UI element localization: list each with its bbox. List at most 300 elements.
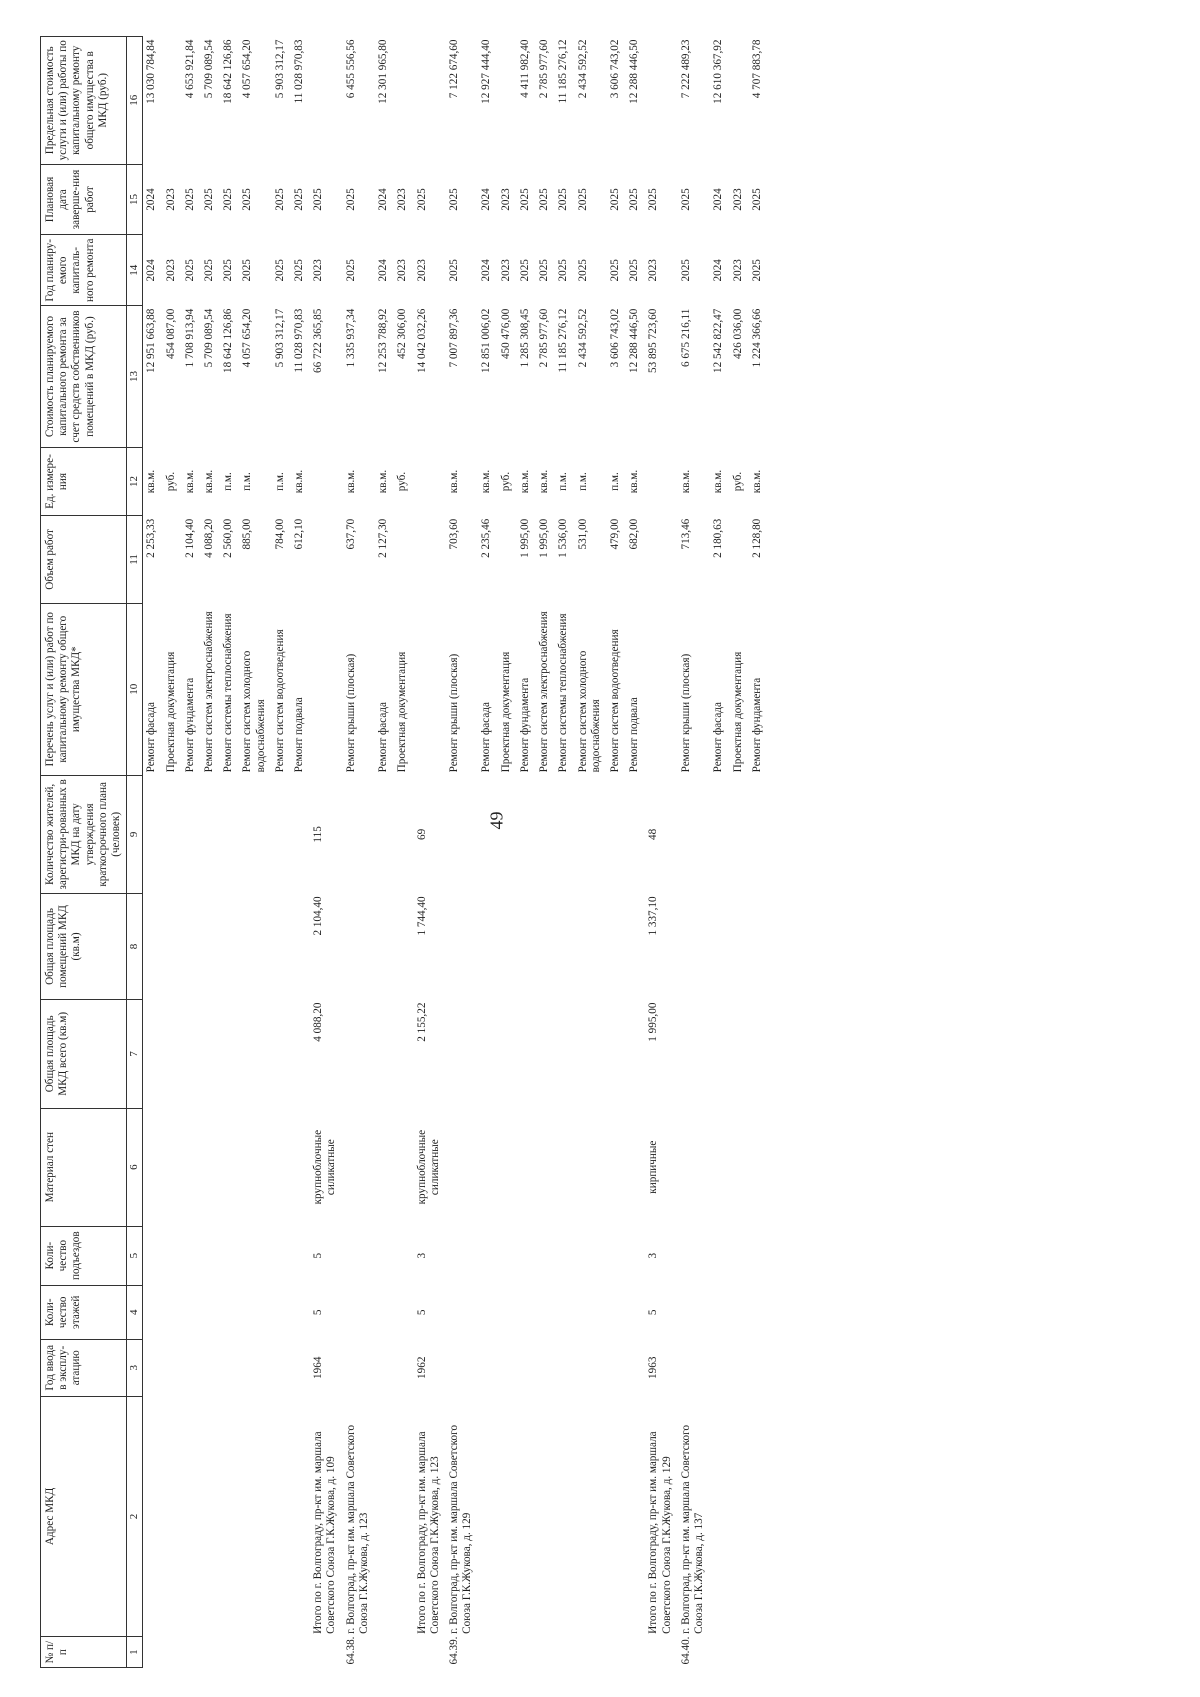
work-type: Ремонт систем водоотведения [608,629,621,773]
work-volume [414,516,446,603]
repair-year: 2025 [344,259,357,282]
column-number: 9 [127,775,143,893]
work-type: Ремонт фундамента [518,677,531,773]
work-volume: 2 560,00 [222,518,235,558]
row-number [143,1637,163,1668]
repair-year: 2023 [312,259,325,282]
premises-area [710,893,729,999]
completion-date: 2025 [448,188,460,211]
entrances [478,1226,497,1285]
column-number: 12 [127,447,143,515]
completion-date: 2025 [222,188,235,211]
completion-date: 2025 [576,188,589,211]
repair-year: 2023 [499,259,512,282]
planned-cost: 3 606 743,02 [608,308,621,368]
residents-count: 69 [415,828,428,840]
work-type [414,603,446,775]
completion-date: 2025 [415,188,428,211]
table-row [143,37,163,1668]
address [201,1396,220,1637]
work-type: Ремонт систем водоотведения [273,629,286,773]
premises-area [182,893,201,999]
row-number [375,1637,394,1668]
completion-date: 2025 [557,188,570,211]
wall-material: кирпичные [647,1140,660,1194]
wall-material [730,1108,749,1226]
address [375,1396,394,1637]
unit [645,447,677,515]
total-area [678,1000,710,1109]
floors [626,1285,645,1339]
unit: руб. [396,471,409,492]
wall-material [446,1108,478,1226]
address [575,1396,607,1637]
page-number: 49 [486,811,507,830]
commission-year [446,1339,478,1396]
max-cost: 5 903 312,17 [273,39,286,99]
repair-year: 2024 [377,259,390,282]
completion-date: 2025 [608,188,621,211]
row-number [498,1637,517,1668]
premises-area: 1 744,40 [415,896,428,936]
wall-material [272,1108,291,1226]
work-volume: 2 104,40 [183,518,196,558]
total-row [645,37,677,1668]
unit: п.м. [576,472,589,491]
commission-year [201,1339,220,1396]
entrances [394,1226,413,1285]
column-number: 10 [127,603,143,775]
floors [220,1285,239,1339]
table-row [626,37,645,1668]
max-cost [394,37,413,165]
premises-area [749,893,768,999]
work-type: Ремонт систем холодного водоснабжения [241,650,267,773]
completion-date: 2024 [377,188,390,211]
column-header: Общая площадь МКД всего (кв.м) [41,1000,127,1109]
wall-material [710,1108,729,1226]
wall-material [343,1108,375,1226]
work-type: Ремонт систем холодного водоснабжения [576,650,602,773]
wall-material [239,1108,271,1226]
table-body [143,37,768,1668]
unit: п.м. [273,472,286,491]
total-area [394,1000,413,1109]
completion-date: 2025 [293,188,306,211]
column-header: Общая площадь помещений МКД (кв.м) [41,893,127,999]
floors [678,1285,710,1339]
work-volume [730,516,749,603]
address [291,1396,310,1637]
premises-area: 2 104,40 [312,896,325,936]
column-number: 7 [127,1000,143,1109]
commission-year [375,1339,394,1396]
address: г. Волгоград, пр-кт им. маршала Советского Союза Г.К.Жукова, д. 123 [344,1424,370,1634]
total-area [291,1000,310,1109]
table-row [220,37,239,1668]
max-cost: 4 411 982,40 [518,39,531,98]
completion-date: 2024 [480,188,493,211]
floors [517,1285,536,1339]
column-number: 5 [127,1226,143,1285]
unit: п.м. [608,472,621,491]
address: Итого по г. Волгограду, пр-кт им. маршала Советского Союза Г.К.Жукова, д. 129 [647,1431,673,1634]
repair-year: 2025 [679,259,692,282]
work-type: Ремонт фундамента [183,677,196,773]
table-row [678,37,710,1668]
commission-year [626,1339,645,1396]
column-header: Материал стен [41,1108,127,1226]
entrances [710,1226,729,1285]
total-area [536,1000,555,1109]
table-row [498,37,517,1668]
address [626,1396,645,1637]
planned-cost: 12 253 788,92 [377,308,390,374]
total-area: 4 088,20 [312,1002,325,1042]
completion-date: 2023 [499,188,512,211]
work-volume: 637,70 [344,518,357,550]
residents-count [220,775,239,893]
entrances: 3 [647,1252,660,1259]
wall-material [626,1108,645,1226]
entrances [201,1226,220,1285]
max-cost: 12 301 965,80 [377,39,390,104]
address [239,1396,271,1637]
column-number: 14 [127,235,143,306]
residents-count [575,775,607,893]
repair-year: 2025 [518,259,531,282]
table-row [730,37,749,1668]
work-type [645,603,677,775]
total-area [343,1000,375,1109]
repair-year: 2023 [396,259,409,282]
premises-area [536,893,555,999]
entrances [375,1226,394,1285]
premises-area [143,893,163,999]
table-row [446,37,478,1668]
entrances: 5 [312,1252,325,1259]
completion-date: 2025 [273,188,286,211]
work-volume: 2 127,30 [377,518,390,558]
premises-area [272,893,291,999]
column-number: 15 [127,164,143,235]
wall-material [291,1108,310,1226]
row-number [710,1637,729,1668]
table-row [182,37,201,1668]
completion-date: 2025 [628,188,641,211]
floors [710,1285,729,1339]
column-number: 2 [127,1396,143,1637]
residents-count [498,775,517,893]
planned-cost: 5 903 312,17 [273,308,286,368]
completion-date: 2025 [647,188,660,211]
residents-count [343,775,375,893]
total-area [607,1000,626,1109]
unit: кв.м. [679,469,692,494]
residents-count: 115 [312,826,325,843]
commission-year [272,1339,291,1396]
entrances [291,1226,310,1285]
row-number [749,1637,768,1668]
max-cost: 2 434 592,52 [576,39,589,99]
row-number [291,1637,310,1668]
max-cost: 12 610 367,92 [712,39,725,104]
work-type: Ремонт крыши (плоская) [448,653,460,773]
address [394,1396,413,1637]
repair-year: 2025 [293,259,306,282]
work-type: Ремонт крыши (плоская) [679,653,692,773]
unit: кв.м. [377,469,390,494]
floors [143,1285,163,1339]
premises-area [607,893,626,999]
column-header: № п/п [41,1637,127,1668]
unit: кв.м. [448,469,460,494]
repair-year: 2024 [712,259,725,282]
planned-cost: 11 028 970,83 [293,308,306,373]
entrances [446,1226,478,1285]
work-type: Ремонт крыши (плоская) [344,653,357,773]
work-volume [394,516,413,603]
wall-material [394,1108,413,1226]
floors [394,1285,413,1339]
table-row [272,37,291,1668]
row-number [310,1637,342,1668]
unit: кв.м. [712,469,725,494]
commission-year [710,1339,729,1396]
entrances [498,1226,517,1285]
work-volume: 1 995,00 [538,518,551,558]
column-number: 1 [127,1637,143,1668]
address: Итого по г. Волгограду, пр-кт им. маршала Советского Союза Г.К.Жукова, д. 123 [415,1431,441,1634]
commission-year [536,1339,555,1396]
address: Итого по г. Волгограду, пр-кт им. маршала Советского Союза Г.К.Жукова, д. 109 [312,1431,338,1634]
residents-count [710,775,729,893]
unit: п.м. [222,472,235,491]
header-row [41,37,127,1668]
max-cost [498,37,517,165]
premises-area [498,893,517,999]
entrances [143,1226,163,1285]
wall-material [607,1108,626,1226]
unit: кв.м. [538,469,551,494]
planned-cost: 12 951 663,88 [145,308,158,374]
total-area [498,1000,517,1109]
row-number [645,1637,677,1668]
row-number: 64.38. [344,1636,357,1665]
work-volume [310,516,342,603]
entrances [555,1226,574,1285]
repair-year: 2023 [731,259,744,282]
unit: кв.м. [344,469,357,494]
work-volume: 2 180,63 [712,518,725,558]
row-number [555,1637,574,1668]
total-area [201,1000,220,1109]
planned-cost: 2 434 592,52 [576,308,589,368]
row-number [272,1637,291,1668]
work-volume: 612,10 [293,518,306,550]
residents-count [446,775,478,893]
work-type: Ремонт системы теплоснабжения [557,613,570,773]
commission-year [730,1339,749,1396]
planned-cost: 53 895 723,60 [647,308,660,374]
total-row [414,37,446,1668]
total-area [710,1000,729,1109]
residents-count [730,775,749,893]
max-cost: 6 455 556,56 [344,39,357,99]
planned-cost: 14 042 032,26 [415,308,428,374]
column-header: Адрес МКД [41,1396,127,1637]
table-row [575,37,607,1668]
repair-year: 2025 [241,259,254,282]
residents-count [143,775,163,893]
table-header [41,37,143,1668]
commission-year [478,1339,497,1396]
table-row [201,37,220,1668]
completion-date: 2023 [164,188,177,211]
total-area [478,1000,497,1109]
address [272,1396,291,1637]
work-type: Ремонт фундамента [750,677,763,773]
entrances [626,1226,645,1285]
column-number: 16 [127,37,143,165]
work-volume: 1 536,00 [557,518,570,558]
total-area [517,1000,536,1109]
table-row [291,37,310,1668]
column-header: Стоимость планируемого капитального ремонта за счет средств собственников помещений в МКД (руб.) [41,306,127,448]
repair-year: 2025 [273,259,286,282]
floors [478,1285,497,1339]
planned-cost: 2 785 977,60 [538,308,551,368]
max-cost [310,37,342,165]
premises-area [220,893,239,999]
work-type: Ремонт системы теплоснабжения [222,613,235,773]
completion-date: 2023 [731,188,744,211]
max-cost: 2 785 977,60 [538,39,551,99]
entrances [536,1226,555,1285]
table-row [710,37,729,1668]
max-cost: 11 185 276,12 [557,39,570,104]
work-type: Ремонт фасада [712,702,725,773]
wall-material [678,1108,710,1226]
table-row [607,37,626,1668]
address: г. Волгоград, пр-кт им. маршала Советского Союза Г.К.Жукова, д. 137 [679,1424,706,1634]
max-cost: 5 709 089,54 [202,39,215,99]
floors [555,1285,574,1339]
address: г. Волгоград, пр-кт им. маршала Советского Союза Г.К.Жукова, д. 129 [448,1424,474,1634]
premises-area [678,893,710,999]
wall-material [498,1108,517,1226]
table-row [163,37,182,1668]
repair-year: 2023 [647,259,660,282]
table-row [375,37,394,1668]
repair-year: 2025 [538,259,551,282]
max-cost: 3 606 743,02 [608,39,621,99]
column-header: Ед. измере-ния [41,447,127,515]
premises-area [394,893,413,999]
row-number [607,1637,626,1668]
completion-date: 2025 [202,188,215,211]
completion-date: 2025 [312,188,325,211]
address [607,1396,626,1637]
table-row [555,37,574,1668]
wall-material [749,1108,768,1226]
row-number [517,1637,536,1668]
entrances [749,1226,768,1285]
max-cost: 13 030 784,84 [145,39,158,104]
column-header: Год планиру-емого капиталь-ного ремонта [41,235,127,306]
premises-area [575,893,607,999]
commission-year: 1964 [312,1356,325,1379]
unit: кв.м. [750,469,763,494]
table-row [749,37,768,1668]
work-type: Ремонт систем электроснабжения [538,611,551,773]
column-header: Год ввода в эксплу-атацию [41,1339,127,1396]
entrances [239,1226,271,1285]
commission-year: 1963 [647,1356,660,1379]
unit: руб. [499,471,512,492]
work-volume: 4 088,20 [202,518,215,558]
total-row [310,37,342,1668]
entrances [678,1226,710,1285]
max-cost [163,37,182,165]
premises-area [730,893,749,999]
work-type: Ремонт систем электроснабжения [202,611,215,773]
premises-area [626,893,645,999]
premises-area [201,893,220,999]
entrances [730,1226,749,1285]
floors [201,1285,220,1339]
floors [291,1285,310,1339]
repair-year: 2025 [557,259,570,282]
table-row [478,37,497,1668]
max-cost: 4 057 654,20 [241,39,254,99]
planned-cost: 5 709 089,54 [202,308,215,368]
premises-area [291,893,310,999]
commission-year: 1962 [415,1356,428,1379]
residents-count [626,775,645,893]
work-volume [163,516,182,603]
floors [239,1285,271,1339]
residents-count [394,775,413,893]
row-number: 64.40. [679,1636,692,1665]
unit: руб. [164,471,177,492]
completion-date: 2025 [750,188,763,211]
unit: кв.м. [518,469,531,494]
commission-year [239,1339,271,1396]
floors [375,1285,394,1339]
completion-date: 2025 [183,188,196,211]
address [710,1396,729,1637]
address [143,1396,163,1637]
floors [182,1285,201,1339]
floors: 5 [415,1309,428,1316]
row-number [478,1637,497,1668]
commission-year [749,1339,768,1396]
premises-area [478,893,497,999]
premises-area [517,893,536,999]
work-volume: 784,00 [273,518,286,550]
wall-material [375,1108,394,1226]
residents-count [607,775,626,893]
residents-count [678,775,710,893]
row-number [414,1637,446,1668]
row-number [239,1637,271,1668]
planned-cost: 12 542 822,47 [712,308,725,374]
floors [272,1285,291,1339]
commission-year [182,1339,201,1396]
repair-year: 2025 [222,259,235,282]
column-header: Коли-чество этажей [41,1285,127,1339]
